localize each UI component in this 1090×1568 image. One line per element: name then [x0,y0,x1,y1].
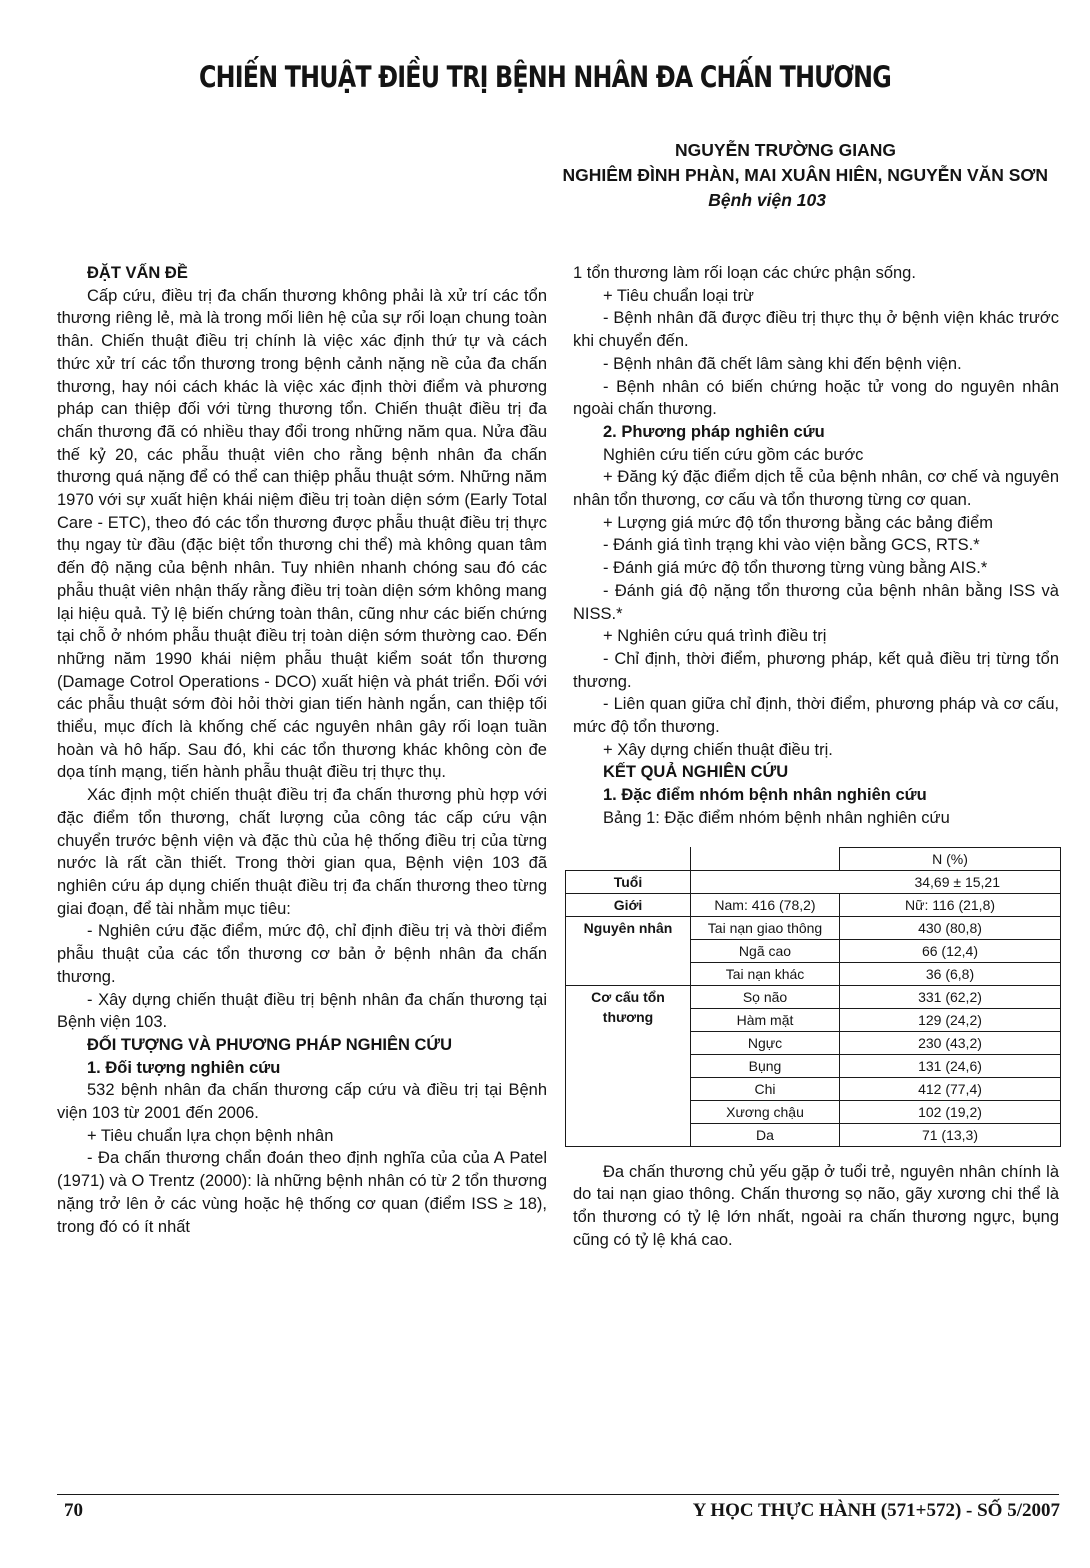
structure-value: 102 (19,2) [840,1100,1061,1123]
row-label-structure: Cơ cấu tổn thương [566,985,691,1146]
paragraph: - Đa chấn thương chẩn đoán theo định nghĩa của của A Patel (1971) và O Trentz (2000): là những bệnh nhân có từ 2 tổn thương nặng trở lên ở các vùng hoặc hệ thống cơ quan (điểm ISS ≥ 18), trong đó có ít nhất [57,1149,547,1236]
paragraph: + Đăng ký đặc điểm dịch tễ của bệnh nhân, cơ chế và nguyên nhân tổn thương, cơ cấu và tổn thương từng cơ quan. [573,468,1059,510]
table-row [566,916,1061,939]
paragraph: - Bệnh nhân có biến chứng hoặc tử vong do nguyên nhân ngoài chấn thương. [573,377,1059,419]
heading-introduction: ĐẶT VẤN ĐỀ [87,264,188,282]
cause-name: Tai nạn giao thông [691,916,840,939]
paragraph: + Tiêu chuẩn lựa chọn bệnh nhân [87,1126,334,1145]
table-row [566,870,1061,893]
author-line-2: NGHIÊM ĐÌNH PHÀN, MAI XUÂN HIÊN, NGUYỄN VĂN SƠN [562,165,1048,185]
cause-value: 66 (12,4) [840,939,1061,962]
table-row [566,985,1061,1008]
heading-subjects: 1. Đối tượng nghiên cứu [87,1058,281,1077]
paragraph: - Đánh giá mức độ tổn thương từng vùng bằng AIS.* [603,559,988,578]
structure-value: 131 (24,6) [840,1054,1061,1077]
paragraph: - Bệnh nhân đã chết lâm sàng khi đến bệnh viện. [603,354,962,373]
structure-value: 412 (77,4) [840,1077,1061,1100]
paragraph: - Xây dựng chiến thuật điều trị bệnh nhân đa chấn thương tại Bệnh viện 103. [57,990,547,1032]
sex-male: Nam: 416 (78,2) [691,893,840,916]
structure-value: 230 (43,2) [840,1031,1061,1054]
table-caption: Bảng 1: Đặc điểm nhóm bệnh nhân nghiên cứu [603,808,950,827]
cause-name: Tai nạn khác [691,962,840,985]
table-row [566,893,1061,916]
footer-divider [57,1494,1059,1495]
cause-value: 36 (6,8) [840,962,1061,985]
article-title: CHIẾN THUẬT ĐIỀU TRỊ BỆNH NHÂN ĐA CHẤN THƯƠNG [199,60,891,94]
patient-characteristics-table [565,847,1061,1147]
cause-value: 430 (80,8) [840,916,1061,939]
paragraph: - Đánh giá tình trạng khi vào viện bằng GCS, RTS.* [603,536,980,555]
structure-name: Ngực [691,1031,840,1054]
institution: Bệnh viện 103 [708,190,826,210]
page-number: 70 [64,1500,83,1521]
table-row [566,847,1061,870]
sex-female: Nữ: 116 (21,8) [840,893,1061,916]
row-label-sex: Giới [566,893,691,916]
structure-name: Da [691,1123,840,1146]
structure-name: Bụng [691,1054,840,1077]
heading-method: 2. Phương pháp nghiên cứu [603,422,825,441]
structure-name: Hàm mặt [691,1008,840,1031]
paragraph: Đa chấn thương chủ yếu gặp ở tuổi trẻ, nguyên nhân chính là do tai nạn giao thông. Chấn thương sọ não, gãy xương chi thể là tổn thương có tỷ lệ lớn nhất, ngoài ra chấn thương ngực, bụng cũng có tỷ lệ khá cao. [573,1162,1059,1249]
row-label-cause: Nguyên nhân [566,916,691,985]
paragraph: + Nghiên cứu quá trình điều trị [603,627,827,646]
heading-results: KẾT QUẢ NGHIÊN CỨU [603,763,789,782]
structure-value: 71 (13,3) [840,1123,1061,1146]
paragraph: Nghiên cứu tiến cứu gồm các bước [603,445,864,464]
cause-name: Ngã cao [691,939,840,962]
author-line-1: NGUYỄN TRƯỜNG GIANG [675,140,896,160]
author-block [428,138,1048,213]
structure-name: Xương chậu [691,1100,840,1123]
paragraph: Xác định một chiến thuật điều trị đa chấn thương phù hợp với đặc điểm tổn thương, chất lượng của công tác cấp cứu vận chuyển trước bệnh viện và đặc thù của hệ thống điều trị của từng nước là rất cần thiết. Trong thời gian qua, Bệnh viện 103 đã nghiên cứu áp dụng chiến thuật điều trị đa chấn thương theo từng giai đoạn, để tài nhằm mục tiêu: [57,786,547,918]
paragraph: + Xây dựng chiến thuật điều trị. [603,740,833,759]
paragraph: + Tiêu chuẩn loại trừ [603,286,754,305]
structure-name: Chi [691,1077,840,1100]
structure-value: 331 (62,2) [840,985,1061,1008]
structure-value: 129 (24,2) [840,1008,1061,1031]
journal-name: Y HỌC THỰC HÀNH (571+572) - SỐ 5/2007 [692,1500,1060,1521]
paragraph: - Nghiên cứu đặc điểm, mức độ, chỉ định điều trị và thời điểm phẫu thuật của các tổn thương cơ bản ở bệnh nhân đa chấn thương. [57,922,547,986]
paragraph: - Chỉ định, thời điểm, phương pháp, kết quả điều trị từng tổn thương. [573,649,1059,691]
heading-characteristics: 1. Đặc điểm nhóm bệnh nhân nghiên cứu [603,786,927,805]
paragraph: 532 bệnh nhân đa chấn thương cấp cứu và điều trị tại Bệnh viện 103 từ 2001 đến 2006. [57,1081,547,1123]
paragraph: - Liên quan giữa chỉ định, thời điểm, phương pháp và cơ cấu, mức độ tổn thương. [573,695,1059,737]
row-label-age: Tuổi [566,870,691,893]
paragraph: - Đánh giá độ nặng tổn thương của bệnh nhân bằng ISS và NISS.* [573,581,1059,623]
paragraph: 1 tổn thương làm rối loạn các chức phận sống. [573,264,916,282]
left-column [57,262,547,1238]
paragraph: Cấp cứu, điều trị đa chấn thương không phải là xử trí các tổn thương riêng lẻ, mà là trong mối liên hệ của sự rối loạn chung toàn thân. Chiến thuật điều trị chính là việc xác định thứ tự và cách thức xử trí các tổn thương trong bệnh cảnh nặng nề của đa chấn thương, hay nói cách khác là việc xác định thời điểm và phương pháp can thiệp đối với từng thương tổn. Chiến thuật điều trị đa chấn thương đã có nhiều thay đổi trong những năm qua. Nửa đầu thế kỷ 20, các phẫu thuật viên cho rằng bệnh nhân đa chấn thương quá nặng để có thể can thiệp phẫu thuật sớm. Những năm 1970 với sự xuất hiện khái niệm điều trị toàn diện sớm (Early Total Care - ETC), theo đó các tổn thương được phẫu thuật điều trị thực thụ ngay từ đầu (đặc biệt tổn thương chi thể) mà không quan tâm đến độ nặng của bệnh nhân. Tuy nhiên nhanh chóng sau đó các phẫu thuật viên nhận thấy rằng điều trị toàn diện sớm không mang lại hiệu quả. Tỷ lệ biến chứng toàn thân, cũng như các biến chứng tại chỗ ở nhóm phẫu thuật điều trị toàn diện sớm thường cao. Đến những năm 1990 khái niệm phẫu thuật kiểm soát tổn thương (Damage Cotrol Operations - DCO) xuất hiện và phát triển. Đối với các phẫu thuật sớm đòi hỏi thời gian tiến hành ngắn, can thiệp tối thiểu, mục đích là khống chế các nguyên nhân gây rối loạn tuần hoàn và hô hấp. Sau đó, khi các tổn thương khác không còn đe dọa tính mạng, tiến hành phẫu thuật điều trị thực thụ. [57,286,547,782]
right-column [573,262,1059,1251]
age-value: 34,69 ± 15,21 [691,870,1061,893]
heading-methods: ĐỐI TƯỢNG VÀ PHƯƠNG PHÁP NGHIÊN CỨU [87,1035,453,1054]
paragraph: + Lượng giá mức độ tổn thương bằng các bảng điểm [603,513,994,532]
table-header-n: N (%) [840,847,1061,870]
structure-name: Sọ não [691,985,840,1008]
paragraph: - Bệnh nhân đã được điều trị thực thụ ở bệnh viện khác trước khi chuyển đến. [573,309,1059,351]
